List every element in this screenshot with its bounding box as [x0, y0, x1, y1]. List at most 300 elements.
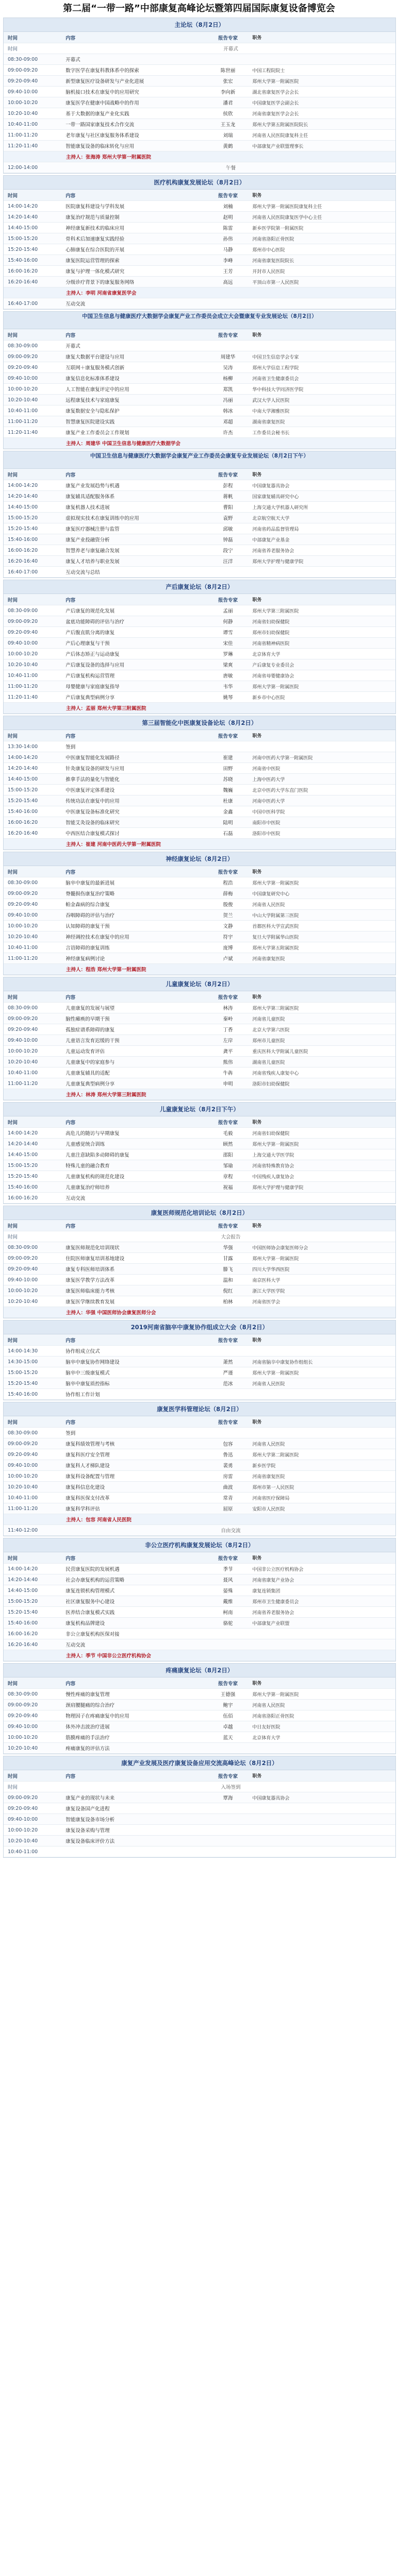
header-content: 内容: [65, 869, 76, 875]
row-unit: 河南省养老服务协会: [252, 1610, 294, 1616]
row-speaker: 文静: [223, 924, 233, 929]
row-content: 康复数据安全与隐私保护: [65, 409, 120, 414]
row-time: 08:30-09:00: [8, 1691, 38, 1697]
row-unit: 中国非公立医疗机构协会: [252, 1567, 304, 1572]
table-row: [4, 681, 395, 692]
row-time: 10:00-10:20: [8, 651, 38, 657]
row-content: 主持人：周建华 中国卫生信息与健康医疗大数据学会: [66, 441, 180, 447]
row-unit: 郑州大学第三附属医院: [252, 608, 299, 614]
table-header: [4, 32, 395, 43]
table-row: [4, 888, 395, 899]
row-speaker: 孟丽: [223, 608, 233, 614]
header-speaker: 报告专家: [218, 1773, 238, 1780]
row-unit: 中南大学湘雅医院: [252, 409, 290, 414]
header-unit: 职务: [252, 598, 262, 603]
agenda-section: [3, 716, 396, 850]
row-time: 16:00-16:20: [8, 547, 38, 553]
row-speaker: 石磊: [223, 831, 233, 837]
table-row: [4, 817, 395, 828]
row-time: 15:40-16:00: [8, 1184, 38, 1190]
header-content: 内容: [65, 35, 76, 41]
table-row: [4, 513, 395, 523]
row-content: 康复产业工作委员会工作规划: [65, 430, 129, 436]
table-row: [4, 942, 395, 953]
table-row: [4, 763, 395, 774]
row-unit: 河南省人民医院: [252, 1381, 285, 1387]
row-content: 民营康复医院的发展机遇: [65, 1567, 120, 1572]
row-content: 吞咽障碍的评估与治疗: [65, 913, 115, 919]
row-content: 互动交流: [65, 1642, 86, 1648]
row-content: 推拿手法的量化与智能化: [65, 777, 120, 783]
row-unit: 中国残疾人康复协会: [252, 1174, 294, 1180]
row-content: 孤独症谱系障碍的康复: [65, 1027, 115, 1033]
row-time: 14:30-15:00: [8, 1359, 38, 1365]
row-speaker: 毛毅: [223, 1131, 233, 1137]
row-content: 新型康复医疗设备研发与产业化进展: [65, 79, 144, 84]
row-unit: 郑州大学第一附属医院: [252, 1256, 299, 1262]
table-row: [4, 1307, 395, 1318]
table-row: [4, 1389, 395, 1400]
row-time: 16:00-16:20: [8, 1195, 38, 1201]
row-content: 慢性疼痛的康复管理: [65, 1692, 110, 1698]
row-unit: 郑州大学第一附属医院: [252, 1692, 299, 1698]
row-content: 主持人：李明 河南省康复医学会: [66, 291, 137, 296]
section-title: 儿童康复论坛（8月2日下午）: [4, 1103, 395, 1116]
row-speaker: 聂风: [223, 1578, 233, 1583]
table-row: [4, 1275, 395, 1285]
table-row: [4, 1024, 395, 1035]
row-unit: 中国卫生信息学会专家: [252, 354, 299, 360]
table-header: [4, 1220, 395, 1231]
row-unit: 郑州市中心医院: [252, 247, 285, 253]
header-unit: 职务: [252, 1224, 262, 1229]
row-unit: 湖南省儿童医院: [252, 1060, 285, 1065]
header-unit: 职务: [252, 1338, 262, 1343]
row-content: 互动交流与总结: [65, 570, 100, 575]
row-content: 认知障碍的康复干预: [65, 924, 110, 929]
row-time: 14:40-15:00: [8, 1587, 38, 1594]
row-content: 儿童语言发育迟缓的干预: [65, 1038, 120, 1044]
table-row: [4, 1503, 395, 1514]
row-time: 10:20-10:40: [8, 1059, 38, 1065]
row-content: 康复辅具适配服务体系: [65, 494, 115, 500]
header-unit: 职务: [252, 193, 262, 198]
row-time: 09:20-09:40: [8, 1026, 38, 1032]
table-row: [4, 1357, 395, 1367]
row-content: 康复科学科评估: [65, 1506, 100, 1512]
row-time: 时间: [8, 1785, 18, 1790]
row-unit: 中国康复器具协会: [252, 1795, 290, 1801]
row-content: 康复连锁机构管理模式: [65, 1588, 115, 1594]
row-unit: 郑州大学信息工程学院: [252, 365, 299, 371]
table-row: [4, 130, 395, 141]
row-content: 协作组工作计划: [65, 1392, 100, 1398]
row-time: 09:40-10:00: [8, 1723, 38, 1730]
row-unit: 浙江大学医学院: [252, 1289, 285, 1294]
table-row: [4, 151, 395, 162]
header-unit: 职务: [252, 333, 262, 338]
table-row: [4, 1089, 395, 1100]
row-speaker: 金鑫: [223, 809, 233, 815]
row-speaker: 王芳: [223, 269, 233, 275]
row-speaker: 蒋帆: [223, 494, 233, 500]
table-row: [4, 244, 395, 255]
table-row: [4, 266, 395, 277]
row-content: 康复信息化标准体系建设: [65, 376, 120, 382]
row-unit: 河南省妇幼保健院: [252, 1131, 290, 1137]
row-content: 大会报告: [221, 1234, 241, 1240]
row-content: 产后康复典型病例分享: [65, 695, 115, 701]
row-content: 儿童康复治疗师培养: [65, 1185, 110, 1191]
row-speaker: 韩冰: [223, 409, 233, 414]
row-content: 儿童康复的发展与展望: [65, 1006, 115, 1011]
table-row: [4, 1231, 395, 1242]
row-time: 11:00-11:20: [8, 683, 38, 689]
row-time: 09:40-10:00: [8, 375, 38, 381]
row-speaker: 李峰: [223, 258, 233, 264]
section-title: 医疗机构康复发展论坛（8月2日）: [4, 176, 395, 190]
row-speaker: 华强: [223, 1245, 233, 1251]
table-row: [4, 1035, 395, 1046]
table-row: [4, 649, 395, 659]
row-content: 签到: [65, 744, 76, 750]
row-unit: 河南省人民医院康复医学中心主任: [252, 215, 322, 221]
row-speaker: 严谨: [223, 1370, 233, 1376]
header-unit: 职务: [252, 1681, 262, 1686]
table-row: [4, 670, 395, 681]
table-row: [4, 659, 395, 670]
row-speaker: 薛梅: [223, 891, 233, 897]
row-speaker: 包容: [223, 1442, 233, 1447]
row-content: 儿童感觉统合训练: [65, 1142, 105, 1147]
table-row: [4, 1721, 395, 1732]
table-row: [4, 427, 395, 438]
table-row: [4, 141, 395, 151]
row-content: 开幕式: [65, 57, 80, 63]
table-row: [4, 1471, 395, 1482]
table-header: [4, 594, 395, 605]
table-row: [4, 1803, 395, 1814]
section-title: 中国卫生信息与健康医疗大数据学会康复产业工作委员会成立大会暨康复专业发展论坛（8月2日）: [4, 312, 395, 329]
row-time: 14:40-15:00: [8, 1151, 38, 1158]
row-content: 帕金森病的综合康复: [65, 902, 110, 908]
table-row: [4, 523, 395, 534]
row-time: 10:20-10:40: [8, 1745, 38, 1751]
row-speaker: 孙伟: [223, 236, 233, 242]
header-time: 时间: [8, 597, 18, 603]
row-unit: 河南省人民医院: [252, 902, 285, 908]
row-time: 13:30-14:00: [8, 743, 38, 750]
header-content: 内容: [65, 597, 76, 603]
row-time: 11:00-11:20: [8, 955, 38, 961]
row-speaker: 何静: [223, 619, 233, 625]
row-speaker: 申明: [223, 1081, 233, 1087]
header-content: 内容: [65, 1419, 76, 1426]
row-content: 远程康复技术与家庭康复: [65, 398, 120, 403]
row-content: 针灸康复设备的研发与应用: [65, 766, 125, 772]
row-unit: 郑州大学第五附属医院院长: [252, 122, 308, 128]
row-speaker: 倪红: [223, 1289, 233, 1294]
row-speaker: 蓝天: [223, 1735, 233, 1741]
agenda-page: [3, 0, 395, 1858]
agenda-sections: [3, 18, 395, 1858]
row-speaker: 章程: [223, 1174, 233, 1180]
header-speaker: 报告专家: [218, 994, 238, 1001]
header-time: 时间: [8, 35, 18, 41]
row-unit: 复旦大学附属华山医院: [252, 935, 299, 940]
table-row: [4, 405, 395, 416]
row-speaker: 唐敏: [223, 673, 233, 679]
table-row: [4, 1285, 395, 1296]
row-content: 主持人：华强 中国医师协会康复医师分会: [66, 1310, 156, 1316]
row-unit: 国家康复辅具研究中心: [252, 494, 299, 500]
row-unit: 河南省康复医院: [252, 1474, 285, 1480]
row-time: 09:40-10:00: [8, 912, 38, 918]
table-row: [4, 1253, 395, 1264]
table-row: [4, 953, 395, 964]
row-unit: 洛阳市中医院: [252, 831, 280, 837]
header-time: 时间: [8, 1419, 18, 1426]
row-unit: 北京航空航天大学: [252, 516, 290, 521]
row-speaker: 田野: [223, 766, 233, 772]
header-speaker: 报告专家: [218, 35, 238, 41]
header-unit: 职务: [252, 995, 262, 1000]
row-speaker: 柯南: [223, 1610, 233, 1616]
row-content: 盆底功能障碍的评估与治疗: [65, 619, 125, 625]
row-content: 分级诊疗背景下的康复服务网络: [65, 280, 135, 285]
row-unit: 河南省康复医学会会长: [252, 111, 299, 117]
row-speaker: 牛犇: [223, 1071, 233, 1076]
row-time: 10:40-11:00: [8, 121, 38, 127]
row-time: 11:00-11:20: [8, 1505, 38, 1512]
table-row: [4, 567, 395, 578]
row-time: 09:20-09:40: [8, 1266, 38, 1272]
row-content: 康复设备采购与管理: [65, 1828, 110, 1834]
table-row: [4, 1564, 395, 1574]
table-row: [4, 1067, 395, 1078]
row-time: 15:00-15:20: [8, 235, 38, 242]
row-speaker: 骆驼: [223, 1621, 233, 1626]
table-row: [4, 877, 395, 888]
row-content: 医养结合康复模式实践: [65, 1610, 115, 1616]
table-row: [4, 201, 395, 212]
row-content: 康复医学教学方法改革: [65, 1278, 115, 1283]
row-time: 10:00-10:20: [8, 386, 38, 392]
section-title: 康复医师规范化培训论坛（8月2日）: [4, 1206, 395, 1220]
table-row: [4, 806, 395, 817]
row-content: 康复医师临床能力考核: [65, 1289, 115, 1294]
row-unit: 郑州大学第一附属医院: [252, 880, 299, 886]
table-row: [4, 964, 395, 975]
table-row: [4, 1650, 395, 1661]
table-row: [4, 351, 395, 362]
row-unit: 重庆医科大学附属儿童医院: [252, 1049, 308, 1055]
agenda-section: [3, 175, 396, 310]
header-speaker: 报告专家: [218, 332, 238, 338]
row-unit: 开封市人民医院: [252, 269, 285, 275]
row-content: 开幕式: [223, 46, 238, 52]
table-row: [4, 741, 395, 752]
row-speaker: 彭程: [223, 483, 233, 489]
row-time: 08:30-09:00: [8, 1244, 38, 1250]
table-row: [4, 1378, 395, 1389]
table-row: [4, 480, 395, 491]
section-title: 中国卫生信息与健康医疗大数据学会康复产业工作委员会康复专业发展论坛（8月2日下午）: [4, 451, 395, 469]
row-time: 15:00-15:20: [8, 1598, 38, 1604]
row-speaker: 王玉龙: [220, 122, 236, 128]
row-content: 人工智能在康复评定中的应用: [65, 387, 129, 393]
row-unit: 中日友好医院: [252, 1724, 280, 1730]
table-row: [4, 774, 395, 785]
row-speaker: 丁香: [223, 1027, 233, 1033]
row-time: 14:20-14:40: [8, 1141, 38, 1147]
row-speaker: 龚平: [223, 1049, 233, 1055]
section-title: 2019河南省脑卒中康复协作组成立大会（8月2日）: [4, 1320, 395, 1334]
row-speaker: 潘君: [223, 100, 233, 106]
table-row: [4, 1139, 395, 1149]
agenda-section: [3, 451, 396, 578]
row-time: 14:40-15:00: [8, 225, 38, 231]
table-header: [4, 866, 395, 877]
row-unit: 郑州大学第一附属医院: [252, 1370, 299, 1376]
row-speaker: 罗琳: [223, 652, 233, 657]
table-row: [4, 212, 395, 223]
header-content: 内容: [65, 1555, 76, 1562]
table-row: [4, 438, 395, 449]
row-content: 康复医疗器械注册与监管: [65, 527, 120, 532]
row-time: 15:40-16:00: [8, 808, 38, 815]
row-time: 15:20-15:40: [8, 246, 38, 252]
row-time: 16:40-17:00: [8, 300, 38, 307]
row-content: 签到: [65, 1431, 76, 1436]
table-row: [4, 1689, 395, 1700]
header-content: 内容: [65, 1773, 76, 1780]
row-speaker: 林涛: [223, 1006, 233, 1011]
row-unit: 郑州大学第三附属医院: [252, 1006, 299, 1011]
row-time: 09:00-09:20: [8, 1255, 38, 1261]
row-time: 16:20-16:40: [8, 1641, 38, 1648]
row-content: 主持人：林涛 郑州大学第三附属医院: [66, 1092, 146, 1098]
row-speaker: 房雷: [223, 1474, 233, 1480]
table-row: [4, 362, 395, 373]
row-speaker: 晏殊: [223, 1588, 233, 1594]
table-row: [4, 1596, 395, 1607]
row-time: 14:00-14:30: [8, 1348, 38, 1354]
table-header: [4, 1334, 395, 1346]
row-time: 15:40-16:00: [8, 536, 38, 543]
table-row: [4, 1013, 395, 1024]
row-time: 08:30-09:00: [8, 1005, 38, 1011]
row-content: 康复产业发展趋势与机遇: [65, 483, 120, 489]
row-unit: 中国康复器具协会: [252, 483, 290, 489]
row-time: 11:20-11:40: [8, 694, 38, 700]
row-unit: 上海交通大学机器人研究所: [252, 505, 308, 511]
section-title: 非公立医疗机构康复发展论坛（8月2日）: [4, 1538, 395, 1552]
table-row: [4, 627, 395, 638]
row-content: 物理因子在疼痛康复中的应用: [65, 1714, 129, 1719]
row-content: 基于大数据的康复产业化实践: [65, 111, 129, 117]
row-unit: 中国医师协会康复医师分会: [252, 1245, 308, 1251]
table-row: [4, 502, 395, 513]
row-unit: 河南省母婴健康协会: [252, 673, 294, 679]
table-row: [4, 373, 395, 384]
row-content: 智慧康复医院建设实践: [65, 419, 115, 425]
row-time: 09:00-09:20: [8, 1702, 38, 1708]
header-speaker: 报告专家: [218, 1419, 238, 1426]
row-content: 智慧养老与康复融合发展: [65, 548, 120, 554]
table-row: [4, 1182, 395, 1193]
row-content: 康复产业的现状与未来: [65, 1795, 115, 1801]
table-row: [4, 1493, 395, 1503]
table-header: [4, 1552, 395, 1564]
row-content: 产后腹直肌分离的康复: [65, 630, 115, 636]
row-speaker: 陆明: [223, 820, 233, 826]
header-speaker: 报告专家: [218, 1223, 238, 1229]
row-time: 10:40-11:00: [8, 1849, 38, 1855]
row-content: 康复科设备配置与管理: [65, 1474, 115, 1480]
row-unit: 中部康复产业联盟理事长: [252, 144, 304, 149]
header-content: 内容: [65, 1337, 76, 1344]
table-row: [4, 1607, 395, 1618]
row-content: 康复大数据平台建设与应用: [65, 354, 125, 360]
row-time: 09:00-09:20: [8, 1794, 38, 1801]
row-unit: 河南省特殊教育协会: [252, 1163, 294, 1169]
section-title: 产后康复论坛（8月2日）: [4, 580, 395, 594]
row-unit: 北京大学第六医院: [252, 1027, 290, 1033]
row-time: 10:20-10:40: [8, 110, 38, 116]
row-time: 10:20-10:40: [8, 662, 38, 668]
row-unit: 北京体育大学: [252, 652, 280, 657]
row-content: 康复专科医师培训体系: [65, 1267, 115, 1273]
table-row: [4, 119, 395, 130]
table-header: [4, 991, 395, 1003]
row-time: 10:40-11:00: [8, 1495, 38, 1501]
row-content: 康复科信息化建设: [65, 1485, 105, 1490]
table-header: [4, 730, 395, 741]
table-row: [4, 1514, 395, 1525]
row-content: 筋膜疼痛的手法治疗: [65, 1735, 110, 1741]
row-time: 15:00-15:20: [8, 787, 38, 793]
row-speaker: 侯欣: [223, 111, 233, 117]
table-row: [4, 1700, 395, 1710]
row-speaker: 季节: [223, 1567, 233, 1572]
row-speaker: 陈世丽: [220, 68, 236, 74]
row-speaker: 黄鹤: [223, 144, 233, 149]
header-unit: 职务: [252, 870, 262, 875]
table-row: [4, 1428, 395, 1438]
row-time: 11:00-11:20: [8, 418, 38, 425]
row-time: 10:20-10:40: [8, 1298, 38, 1304]
row-unit: 中国工程院院士: [252, 68, 285, 74]
table-row: [4, 931, 395, 942]
row-time: 14:00-14:20: [8, 754, 38, 760]
row-content: 产后心理康复与干预: [65, 641, 110, 647]
row-unit: 湖北省康复医学会会长: [252, 90, 299, 95]
row-content: 产后康复的规范化发展: [65, 608, 115, 614]
row-time: 10:00-10:20: [8, 99, 38, 106]
row-unit: 上海中医药大学: [252, 777, 285, 783]
row-speaker: 崔建: [223, 755, 233, 761]
row-content: 儿童康复中的家庭参与: [65, 1060, 115, 1065]
row-content: 中医康复智能化发展路径: [65, 755, 120, 761]
agenda-section: [3, 1102, 396, 1204]
row-unit: 河南省脑卒中康复协作组组长: [252, 1360, 313, 1365]
row-content: 产后体态矫正与运动康复: [65, 652, 120, 657]
row-content: 母婴健康与家庭康复指导: [65, 684, 120, 690]
table-row: [4, 692, 395, 703]
row-time: 09:40-10:00: [8, 89, 38, 95]
row-time: 10:20-10:40: [8, 1838, 38, 1844]
